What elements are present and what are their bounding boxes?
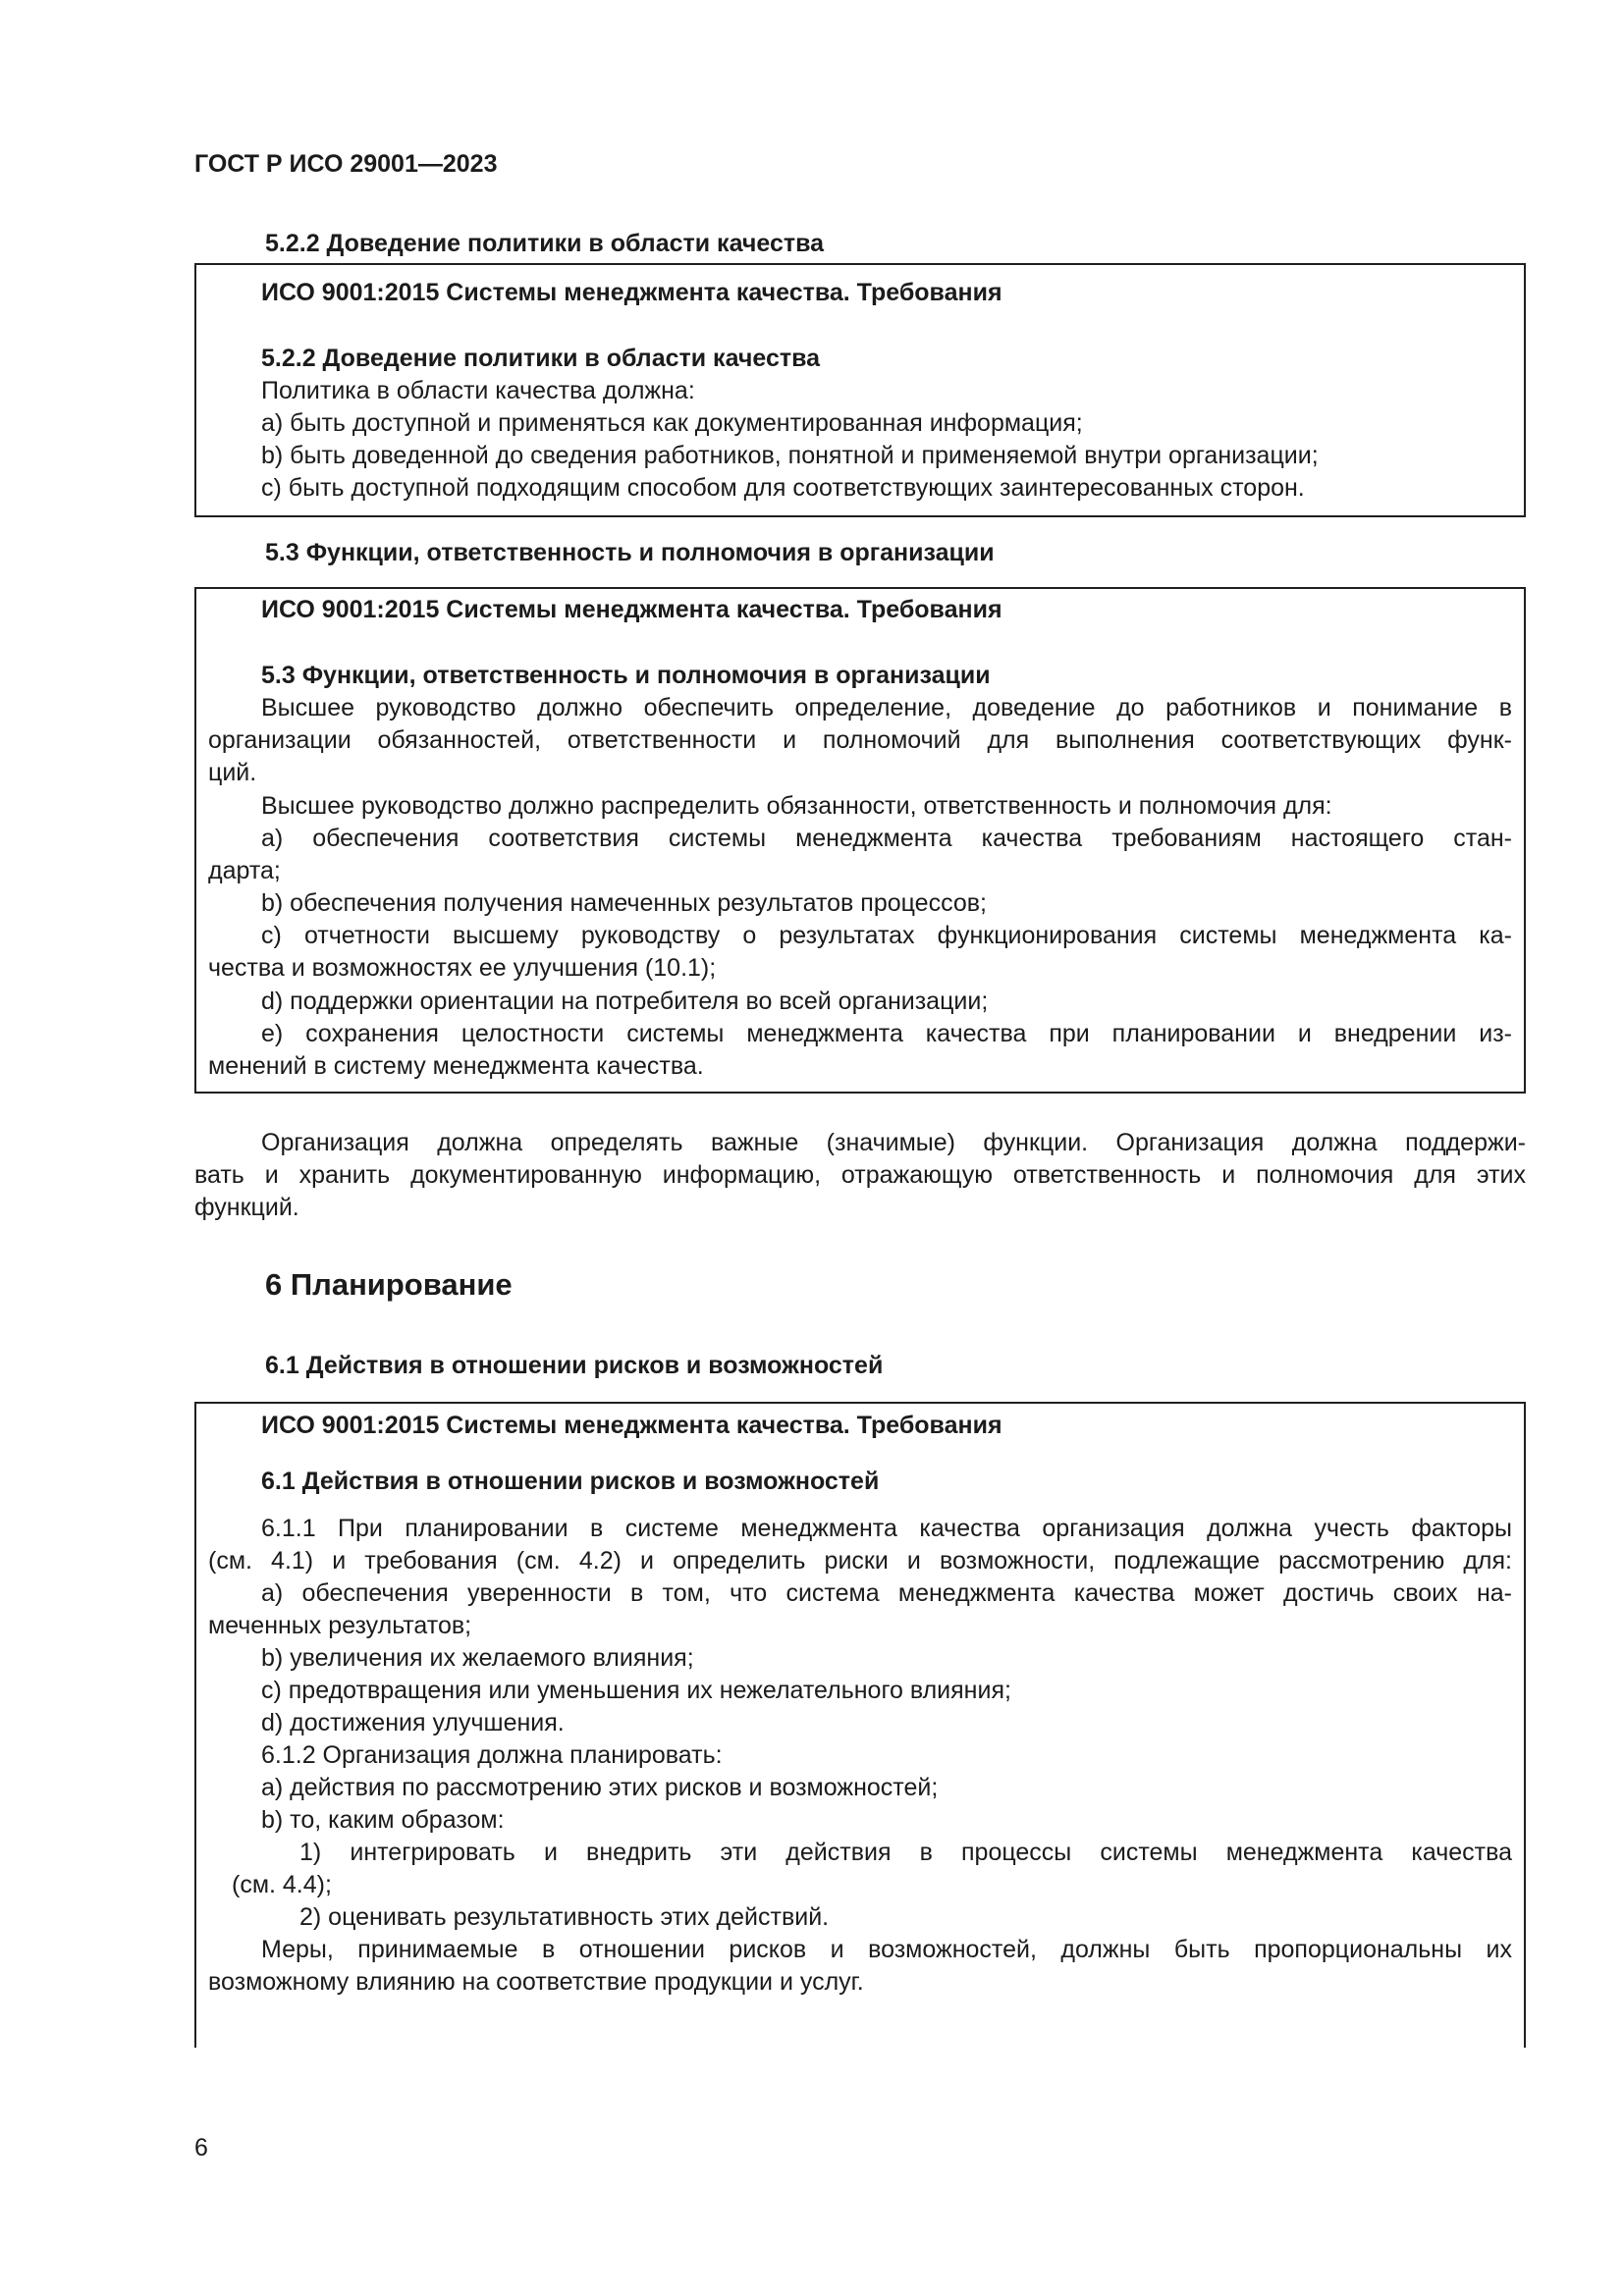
- body-paragraph-line: Организация должна определять важные (значимые) функции. Организация должна поддержи-: [261, 1129, 1526, 1156]
- quote-line: Высшее руководство должно распределить обязанности, ответственность и полномочия для:: [261, 792, 1332, 820]
- quote-line: Политика в области качества должна:: [261, 377, 695, 404]
- quote-line: c) предотвращения или уменьшения их нежелательного влияния;: [261, 1677, 1011, 1704]
- quote-line: e) сохранения целостности системы менеджмента качества при планировании и внедрении из-: [261, 1020, 1512, 1047]
- document-header: ГОСТ Р ИСО 29001—2023: [194, 150, 498, 178]
- quote-source: ИСО 9001:2015 Системы менеджмента качества. Требования: [261, 1412, 1002, 1439]
- quote-line: c) быть доступной подходящим способом для соответствующих заинтересованных сторон.: [261, 474, 1305, 502]
- quote-line: 6.1.1 При планировании в системе менеджмента качества организация должна учесть факторы: [261, 1515, 1512, 1542]
- quote-line: b) увеличения их желаемого влияния;: [261, 1644, 694, 1672]
- quote-line: b) быть доведенной до сведения работников, понятной и применяемой внутри организации;: [261, 442, 1319, 469]
- body-paragraph-line: вать и хранить документированную информацию, отражающую ответственность и полномочия для этих: [194, 1161, 1526, 1189]
- quote-line: c) отчетности высшему руководству о результатах функционирования системы менеджмента ка-: [261, 922, 1512, 949]
- body-paragraph-line: функций.: [194, 1194, 299, 1221]
- quote-line: меченных результатов;: [208, 1612, 472, 1639]
- quote-line: ций.: [208, 759, 257, 786]
- section-heading-5-3: 5.3 Функции, ответственность и полномочия в организации: [265, 539, 995, 566]
- quote-line: d) достижения улучшения.: [261, 1709, 565, 1736]
- quote-line: a) быть доступной и применяться как документированная информация;: [261, 409, 1083, 437]
- quote-source: ИСО 9001:2015 Системы менеджмента качества. Требования: [261, 596, 1002, 623]
- quote-line: возможному влиянию на соответствие продукции и услуг.: [208, 1968, 864, 1996]
- quote-line: Высшее руководство должно обеспечить определение, доведение до работников и понимание в: [261, 694, 1512, 721]
- quote-line: организации обязанностей, ответственности и полномочий для выполнения соответствующих функ-: [208, 726, 1512, 754]
- quote-line: a) действия по рассмотрению этих рисков и возможностей;: [261, 1774, 939, 1801]
- quote-line: 2) оценивать результативность этих действий.: [299, 1903, 830, 1931]
- quote-line: Меры, принимаемые в отношении рисков и возможностей, должны быть пропорциональны их: [261, 1936, 1512, 1963]
- quote-line: 1) интегрировать и внедрить эти действия в процессы системы менеджмента качества: [299, 1839, 1512, 1866]
- quote-line: чества и возможностях ее улучшения (10.1);: [208, 954, 717, 982]
- page-number: 6: [194, 2134, 208, 2162]
- quote-subheading: 5.3 Функции, ответственность и полномочия в организации: [261, 662, 991, 689]
- quote-line: a) обеспечения соответствия системы менеджмента качества требованиям настоящего стан-: [261, 825, 1512, 852]
- quote-line: дарта;: [208, 857, 281, 884]
- quote-line: b) то, каким образом:: [261, 1806, 505, 1834]
- quote-subheading: 5.2.2 Доведение политики в области качества: [261, 345, 821, 372]
- quote-line: (см. 4.1) и требования (см. 4.2) и определить риски и возможности, подлежащие рассмотрению для:: [208, 1547, 1512, 1575]
- quote-line: d) поддержки ориентации на потребителя во всей организации;: [261, 988, 989, 1015]
- chapter-heading-6: 6 Планирование: [265, 1267, 513, 1302]
- quote-line: 6.1.2 Организация должна планировать:: [261, 1741, 723, 1769]
- quote-line: менений в систему менеджмента качества.: [208, 1052, 704, 1080]
- section-heading-6-1: 6.1 Действия в отношении рисков и возможностей: [265, 1352, 884, 1379]
- quote-line: (см. 4.4);: [232, 1871, 332, 1898]
- quote-line: b) обеспечения получения намеченных результатов процессов;: [261, 889, 987, 917]
- quote-subheading: 6.1 Действия в отношении рисков и возможностей: [261, 1468, 880, 1495]
- quote-source: ИСО 9001:2015 Системы менеджмента качества. Требования: [261, 279, 1002, 306]
- quote-line: a) обеспечения уверенности в том, что система менеджмента качества может достичь своих на-: [261, 1579, 1512, 1607]
- section-heading-5-2-2: 5.2.2 Доведение политики в области качества: [265, 230, 825, 257]
